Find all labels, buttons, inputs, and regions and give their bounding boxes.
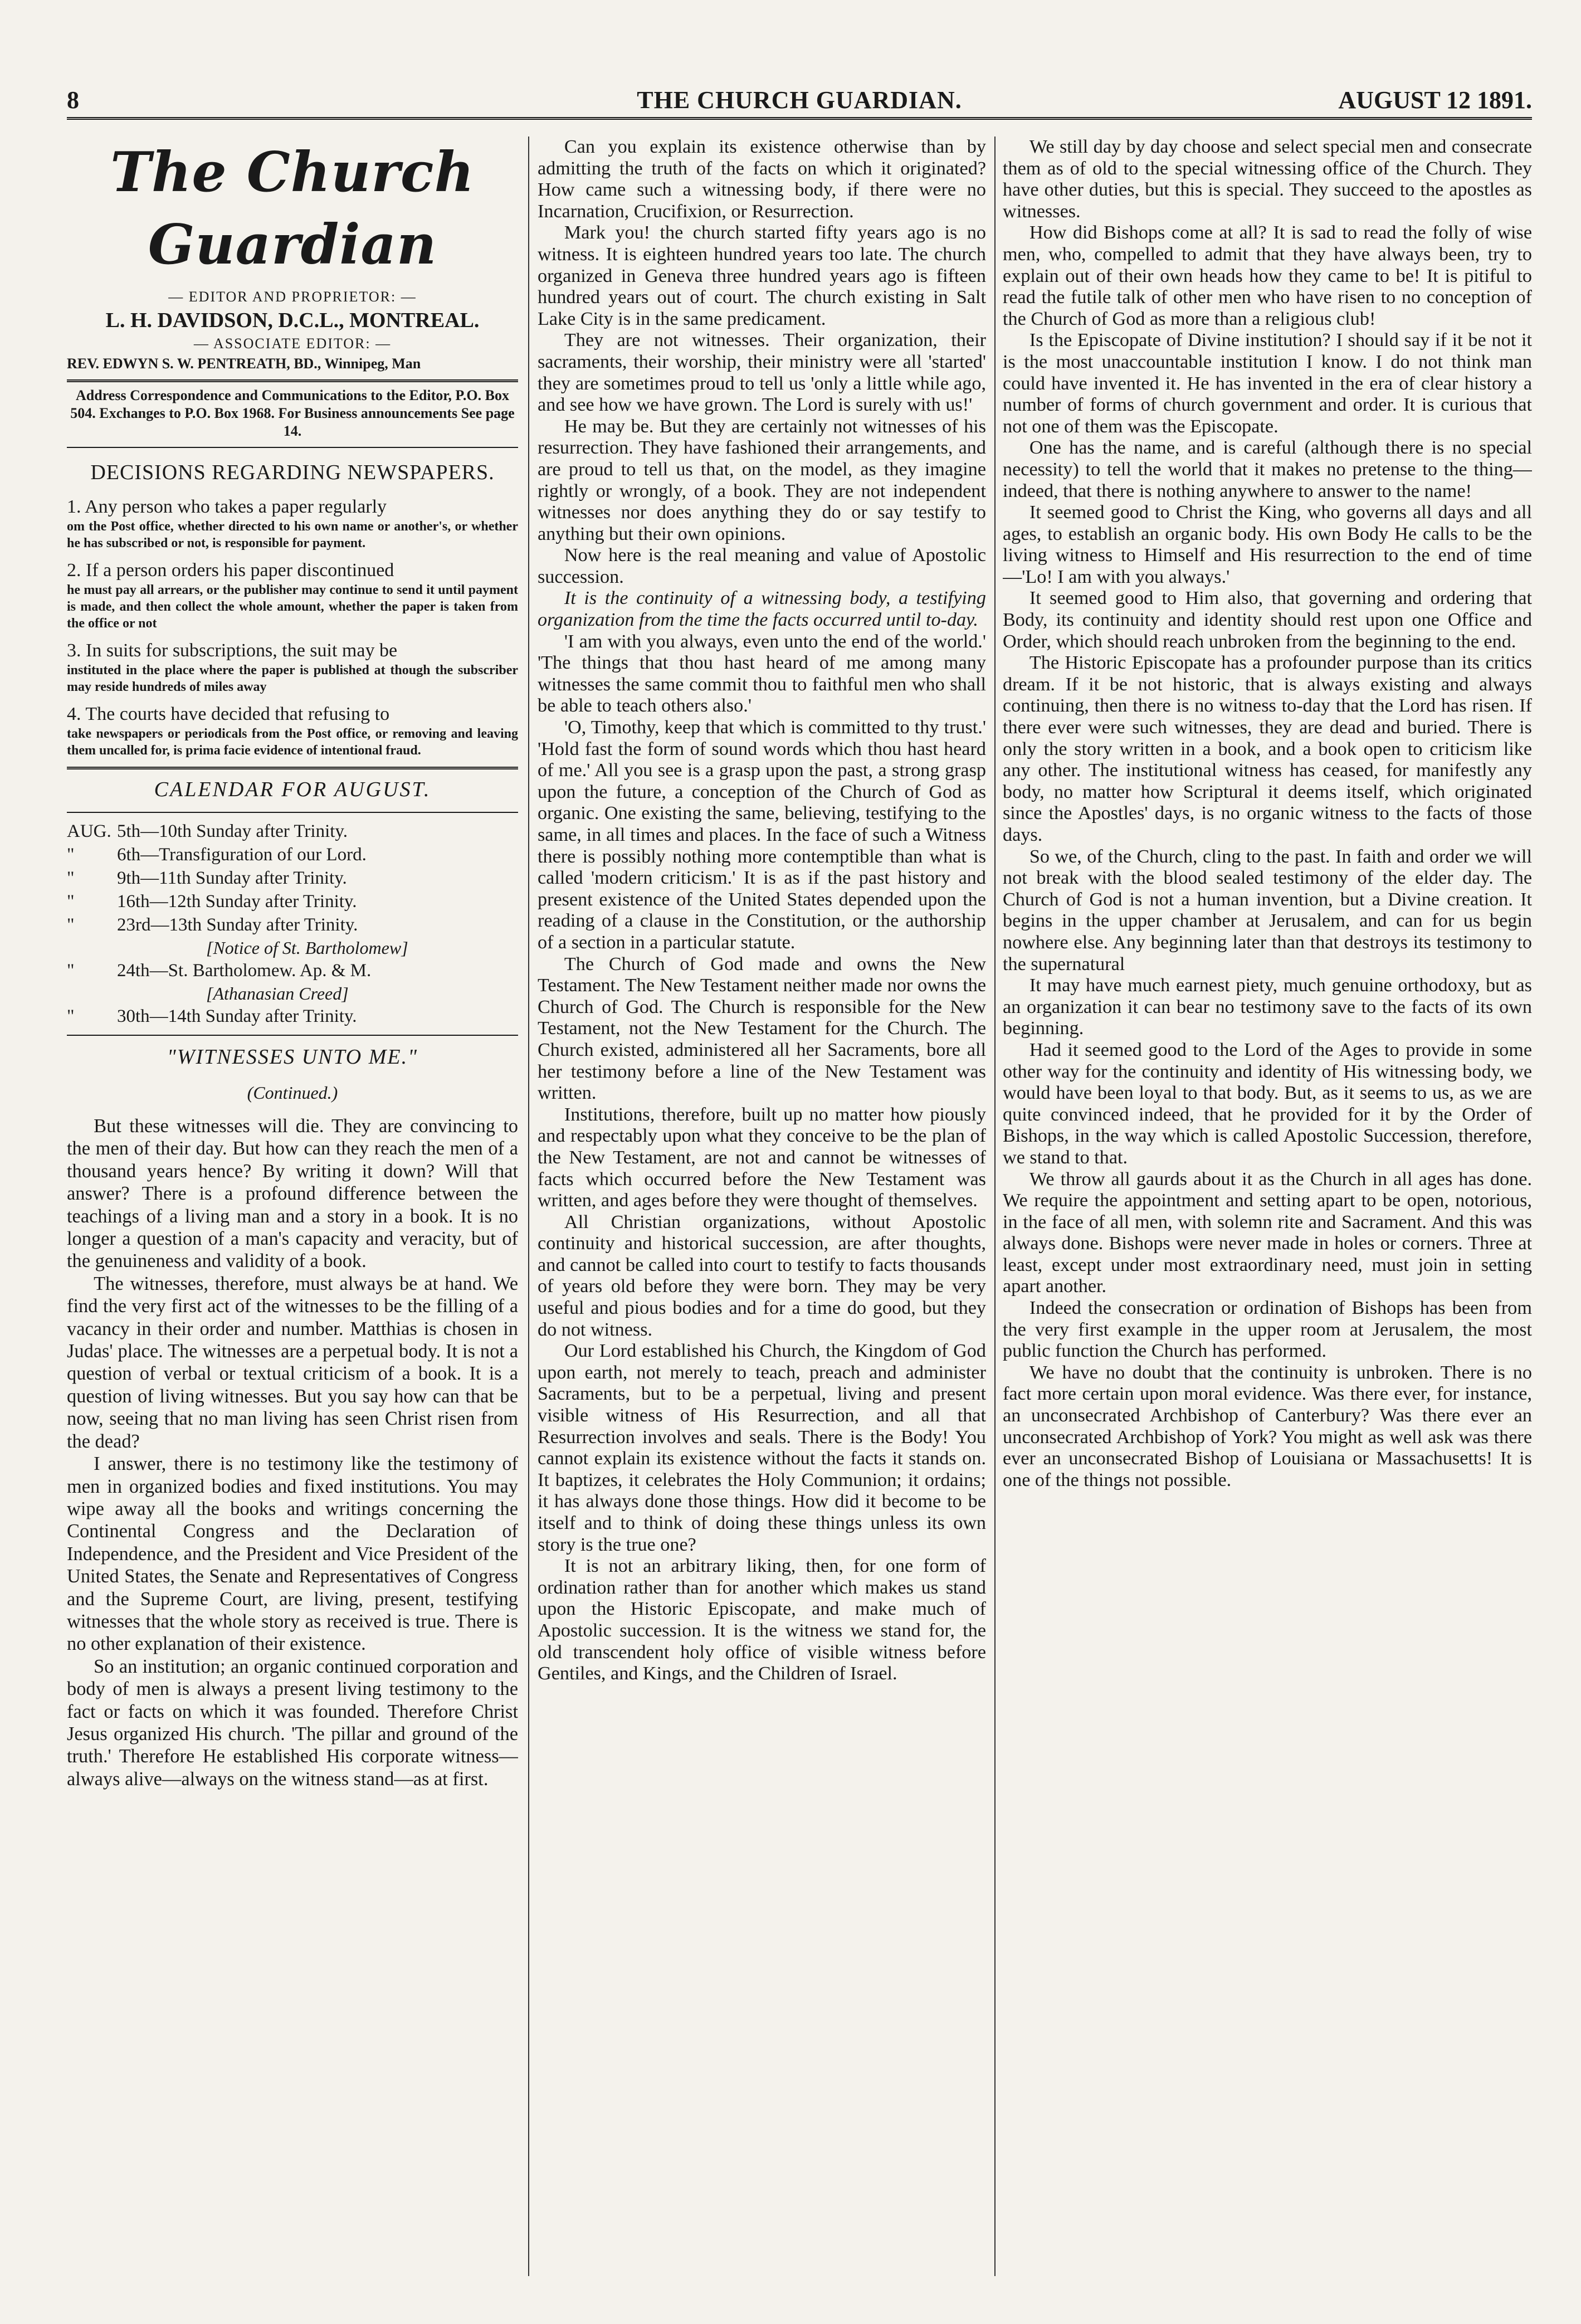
paragraph: The witnesses, therefore, must always be at hand. We find the very first act of the witnesses to be the filling of a vacancy in their order and number. Matthias is chosen in Judas' place. The witnesses are a perpetual body. It is not a question of verbal or textual criticism of a book. It is a question of living witnesses. But you say how can that be now, seeing that no man living has seen Christ risen from the dead? [67, 1273, 518, 1452]
divider [67, 812, 518, 813]
calendar-month: " [67, 891, 75, 912]
paragraph: Mark you! the church started fifty years ago is no witness. It is eighteen hundred years too late. The church organized in Geneva three hundred years ago is fifteen hundred years out of court. The church existing in Salt Lake City is in the same predicament. [538, 222, 986, 329]
paragraph: It seemed good to Him also, that governing and ordering that Body, its continuity and identity should rest upon one Office and Order, which should reach unbroken from the beginning to the end. [1003, 588, 1532, 652]
paragraph: Our Lord established his Church, the Kingdom of God upon earth, not merely to teach, preach and administer Sacraments, but to be a perpetual, living and present visible witness of His Resurrection, and all that Resurrection involves and seals. There is the Body! You cannot explain its existence without the facts it stands on. It baptizes, it celebrates the Holy Communion; it ordains; it has always done those things. How did it become to be itself and to think of doing these things unless its own story is the true one? [538, 1341, 986, 1555]
paragraph: So we, of the Church, cling to the past. In faith and order we will not break with the blood sealed testimony of the elder day. The Church of God is not a human invention, but a Divine creation. It begins in the upper chamber at Jerusalem, and can for us begin nowhere else. Any beginning later than that destroys its testimony to the supernatural [1003, 846, 1532, 975]
address-notice: Address Correspondence and Communications to the Editor, P.O. Box 504. Exchanges to P.O. Box 1968. For Business announcements See page 14. [70, 387, 515, 439]
editor-name: L. H. DAVIDSON, D.C.L., MONTREAL. [105, 309, 480, 332]
paragraph: I answer, there is no testimony like the testimony of men in organized bodies and fixed institutions. You may wipe away all the books and writings concerning the Continental Congress and the Declaration of Independence, and the President and Vice President of the United States, the Senate and Representatives of Congress and the Supreme Court, are living, present, testifying witnesses that the whole story as received is true. There is no other explanation of their existence. [67, 1453, 518, 1655]
paragraph: Is the Episcopate of Divine institution? I should say if it be not it is the most unaccountable institution I know. I do not think man could have invented it. He has invented in the era of clear history a number of forms of church government and order. It is curious that not one of them was the Episcopate. [1003, 330, 1532, 437]
decisions-heading: DECISIONS REGARDING NEWSPAPERS. [90, 461, 495, 484]
decision-lead: 2. If a person orders his paper discontinued [67, 560, 394, 581]
column-3 [1003, 137, 1532, 2304]
paragraph: All Christian organizations, without Apostolic continuity and historical succession, are after thoughts, and cannot be called into court to testify to facts thousands of years old before they were born. They may be very useful and pious bodies and for a time do good, but they do not witness. [538, 1211, 986, 1340]
decision-body: instituted in the place where the paper is published at though the subscriber may reside hundreds of miles away [67, 663, 518, 694]
page-header [67, 84, 1532, 120]
column-divider [994, 137, 996, 2276]
editor-label: — EDITOR AND PROPRIETOR: — [168, 289, 417, 305]
calendar-month: " [67, 845, 75, 865]
calendar-month: " [67, 961, 75, 981]
decision-item [67, 496, 518, 552]
calendar-month: AUG. [67, 821, 111, 841]
masthead-title: The Church Guardian [110, 140, 475, 277]
calendar-text: 16th—12th Sunday after Trinity. [117, 891, 357, 912]
paragraph: The Historic Episcopate has a profounder purpose than its critics dream. If it be not historic, that is always existing and always continuing, then there is no witness to-day that the Lord has risen. If there ever were such witnesses, they are dead and buried. There is only the story written in a book, and a book open to criticism like any other. The institutional witness has ceased, for manifestly any body, no matter how Scriptural it deems itself, which originated since the Apostles' days, is no organic witness to the facts of those days. [1003, 652, 1532, 845]
paragraph: Indeed the consecration or ordination of Bishops has been from the very first example in the upper room at Jerusalem, the most public function the Church has performed. [1003, 1298, 1532, 1362]
calendar-note: [Athanasian Creed] [206, 983, 349, 1003]
column-2 [538, 137, 986, 2304]
page-number: 8 [67, 86, 79, 114]
paragraph: The Church of God made and owns the New Testament. The New Testament neither made nor owns the Church of God. The Church is responsible for the New Testament, not the New Testament for the Church. The Church existed, administered all her Sacraments, bore all her testimony before a line of the New Testament was written. [538, 953, 986, 1104]
calendar-heading: CALENDAR FOR AUGUST. [154, 778, 431, 801]
divider [67, 379, 518, 382]
decision-lead: 4. The courts have decided that refusing to [67, 704, 390, 724]
calendar-text: 9th—11th Sunday after Trinity. [117, 868, 347, 888]
article-title: "WITNESSES UNTO ME." [167, 1045, 418, 1069]
paragraph: We have no doubt that the continuity is unbroken. There is no fact more certain upon moral evidence. Was there ever, for instance, an unconsecrated Archbishop of Canterbury? Was there ever an unconsecrated Archbishop of York? You might as well ask was there ever an unconsecrated Bishop of Louisiana or Massachusetts! It is one of the things not possible. [1003, 1362, 1532, 1490]
calendar-text: 23rd—13th Sunday after Trinity. [117, 915, 358, 935]
issue-date: AUGUST 12 1891. [1338, 86, 1532, 114]
paragraph: It is not an arbitrary liking, then, for one form of ordination rather than for another which makes us stand upon the Historic Episcopate, and make much of Apostolic succession. It is the witness we stand for, the old transcendent holy office of visible witness before Gentiles, and Kings, and the Children of Israel. [538, 1556, 986, 1684]
newspaper-title: THE CHURCH GUARDIAN. [637, 86, 962, 114]
calendar-entry [67, 866, 518, 890]
calendar-month: " [67, 1006, 75, 1026]
calendar-entry [67, 890, 518, 913]
paragraph: Had it seemed good to the Lord of the Ages to provide in some other way for the continuity and identity of His witnessing body, we would have been loyal to that body. But, as it seems to us, as we are quite convinced indeed, that he provided for it by the Order of Bishops, in the way which is called Apostolic Succession, therefore, we stand to that. [1003, 1039, 1532, 1168]
divider [67, 767, 518, 769]
calendar-list [67, 820, 518, 1028]
calendar-entry [67, 913, 518, 937]
paragraph: He may be. But they are certainly not witnesses of his resurrection. They have fashioned their arrangements, and are proud to tell us that, on the model, as they imagine rightly or wrongly, of a book. They are not independent witnesses nor does anything they do or say testify to anything but their own opinions. [538, 416, 986, 544]
divider [67, 447, 518, 448]
calendar-text: 6th—Transfiguration of our Lord. [117, 845, 367, 865]
calendar-entry [67, 843, 518, 866]
paragraph: Now here is the real meaning and value of Apostolic succession. [538, 545, 986, 587]
decision-body: he must pay all arrears, or the publisher may continue to send it until payment is made, and then collect the whole amount, whether the paper is taken from the office or not [67, 583, 518, 631]
paragraph: We throw all gaurds about it as the Church in all ages has done. We require the appointment and setting apart to be open, notorious, in the face of all men, with solemn rite and Sacrament. And this was always done. Bishops were never made in holes or corners. Three at least, except under most extraordinary need, must join in setting apart another. [1003, 1168, 1532, 1297]
paragraph: Institutions, therefore, built up no matter how piously and respectably upon what they conceive to be the plan of the New Testament, are not and cannot be witnesses of facts which occurred before the New Testament was written, and ages before they were thought of themselves. [538, 1104, 986, 1211]
calendar-text: 30th—14th Sunday after Trinity. [117, 1006, 357, 1026]
calendar-text: 24th—St. Bartholomew. Ap. & M. [117, 961, 372, 981]
calendar-month: " [67, 915, 75, 935]
decision-body: take newspapers or periodicals from the Post office, or removing and leaving them uncalled for, is prima facie evidence of intentional fraud. [67, 727, 518, 758]
column-divider [528, 137, 529, 2276]
calendar-month: " [67, 868, 75, 888]
decision-body: om the Post office, whether directed to his own name or another's, or whether he has subscribed or not, is responsible for payment. [67, 519, 518, 550]
paragraph: One has the name, and is careful (although there is no special necessity) to tell the world that it makes no pretense to the thing—indeed, that there is nothing anywhere to answer to the name! [1003, 437, 1532, 501]
decision-item [67, 640, 518, 695]
paragraph-italic: It is the continuity of a witnessing body, a testifying organization from the time the facts occurred until to-day. [538, 588, 986, 631]
decision-lead: 1. Any person who takes a paper regularly [67, 496, 387, 517]
paragraph: They are not witnesses. Their organization, their sacraments, their worship, their ministry were all 'started' they are sometimes proud to tell us 'only a little while ago, and see how we have grown. The Lord is surely with us!' [538, 330, 986, 416]
calendar-note: [Notice of St. Bartholomew] [206, 938, 408, 958]
article-subtitle: (Continued.) [247, 1083, 338, 1103]
paragraph: We still day by day choose and select special men and consecrate them as of old to the special witnessing office of the Church. They have other duties, but this is special. They succeed to the apostles as witnesses. [1003, 137, 1532, 222]
paragraph: But these witnesses will die. They are convincing to the men of their day. But how can they reach the men of a thousand years hence? By writing it down? Will that answer? There is a profound difference between the teachings of a living man and a story in a book. It is no longer a question of a man's capacity and veracity, but of the genuineness and validity of a book. [67, 1115, 518, 1272]
paragraph: 'I am with you always, even unto the end of the world.' 'The things that thou hast heard of me among many witnesses the same commit thou to faithful men who shall be able to teach others also.' [538, 631, 986, 717]
article-body-col1 [67, 1115, 518, 1790]
paragraph: Can you explain its existence otherwise than by admitting the truth of the facts on which it originated? How came such a witnessing body, if there were no Incarnation, Crucifixion, or Resurrection. [538, 137, 986, 222]
associate-editor-name: REV. EDWYN S. W. PENTREATH, BD., Winnipeg, Man [67, 355, 421, 372]
calendar-text: 5th—10th Sunday after Trinity. [117, 821, 348, 841]
associate-editor-label: — ASSOCIATE EDITOR: — [193, 335, 392, 352]
paragraph: It seemed good to Christ the King, who governs all days and all ages, to establish an organic body. His own Body He calls to be the living witness to Himself and His resurrection to the end of time—'Lo! I am with you always.' [1003, 502, 1532, 587]
calendar-entry [67, 1005, 518, 1028]
paragraph: 'O, Timothy, keep that which is committed to thy trust.' 'Hold fast the form of sound words which thou hast heard of me.' All you see is a grasp upon the past, a strong grasp upon the future, a conception of the Church of God as organic. One existing the same, believing, testifying to the same, in all times and places. In the face of such a Witness there is possibly nothing more contemptible than what is called 'modern criticism.' It is as if the past history and present existence of the United States depended upon the reading of a clause in the Constitution, or the authorship of a section in a particular statute. [538, 717, 986, 953]
decision-item [67, 703, 518, 759]
paragraph: So an institution; an organic continued corporation and body of men is always a present living testimony to the fact or facts on which it was founded. Therefore Christ Jesus organized His church. 'The pillar and ground of the truth.' Therefore He established His corporate witness—always alive—always on the witness stand—as at first. [67, 1655, 518, 1790]
divider [67, 1035, 518, 1036]
calendar-entry [67, 959, 518, 982]
column-1 [67, 137, 518, 2304]
paragraph: It may have much earnest piety, much genuine orthodoxy, but as an organization it can bear no testimony save to the facts of its own beginning. [1003, 975, 1532, 1039]
decision-item [67, 559, 518, 632]
paragraph: How did Bishops come at all? It is sad to read the folly of wise men, who, compelled to admit that they have always been, try to explain out of their own heads how they came to be! It is pitiful to read the futile talk of other men who have risen to no conception of the Church of God as more than a religious club! [1003, 222, 1532, 329]
decision-lead: 3. In suits for subscriptions, the suit may be [67, 640, 398, 661]
calendar-entry [67, 820, 518, 843]
